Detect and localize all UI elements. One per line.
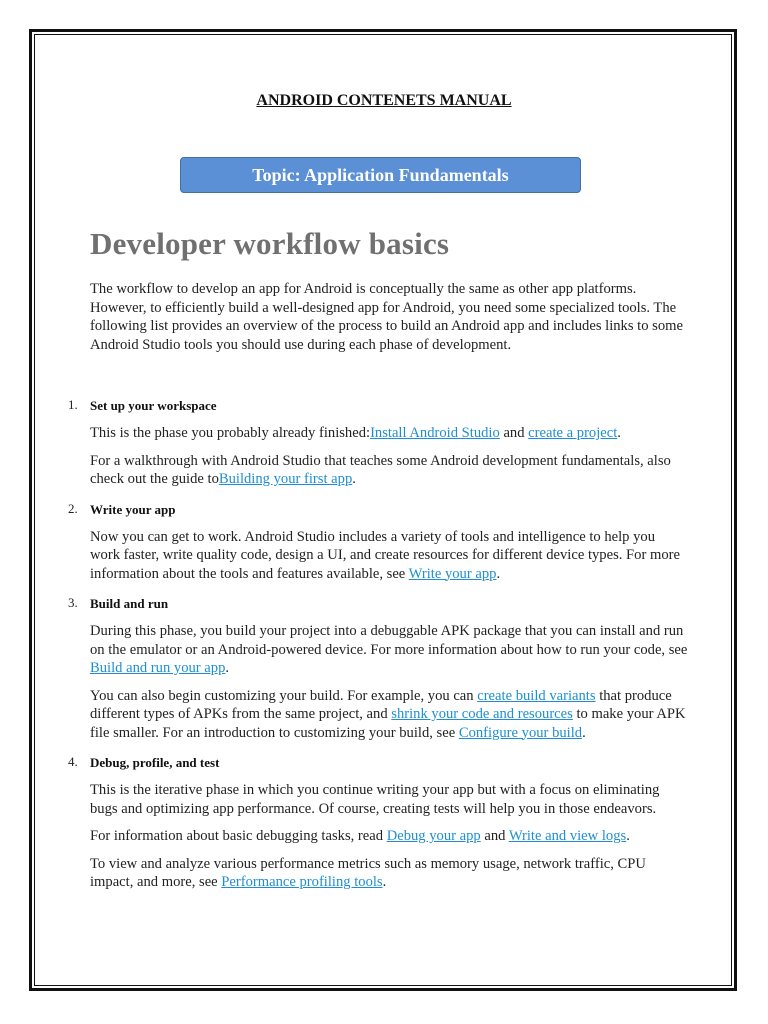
step-title: Write your app <box>90 501 176 517</box>
page-heading: Developer workflow basics <box>90 226 450 261</box>
step-number: 3. <box>68 595 78 610</box>
text-run: You can also begin customizing your build. For example, you can <box>90 687 478 704</box>
text-run: To view and analyze various performance metrics such as memory usage, network traffic, CPU impact, and more, see <box>90 855 646 890</box>
performance-profiling-tools-link[interactable]: Performance profiling tools <box>221 874 383 890</box>
step-title: Build and run <box>90 596 169 611</box>
text-run: . <box>617 425 621 441</box>
step-paragraph <box>90 528 688 584</box>
step-item-2 <box>68 501 688 584</box>
create-project-link[interactable]: create a project <box>528 425 618 441</box>
step-paragraph <box>90 622 688 678</box>
step-paragraph <box>90 827 688 846</box>
text-run: This is the phase you probably already finished: <box>90 425 371 441</box>
step-title: Set up your workspace <box>90 398 217 413</box>
text-run: . <box>382 874 387 890</box>
step-paragraph <box>90 781 688 818</box>
text-run: This is the iterative phase in which you continue writing your app but with a focus on eliminating bugs and optimizing app performance. Of course, creating tests will help you in those endeavors. <box>90 782 660 817</box>
building-first-app-link[interactable]: Building your first app <box>218 471 353 487</box>
step-paragraph <box>90 687 688 743</box>
write-view-logs-link[interactable]: Write and view logs <box>508 828 627 844</box>
step-number: 1. <box>68 397 78 412</box>
text-run: . <box>582 724 586 741</box>
text-run: For a walkthrough with Android Studio that teaches some Android development fundamentals, also check out the guide to <box>90 452 671 487</box>
step-paragraph <box>90 424 688 443</box>
step-item-1 <box>68 397 688 489</box>
create-build-variants-link[interactable]: create build variants <box>477 687 596 704</box>
text-run: . <box>626 828 630 844</box>
step-item-4 <box>68 754 688 892</box>
step-paragraph <box>90 855 688 892</box>
text-run: During this phase, you build your project into a debuggable APK package that you can install and run on the emulator or an Android-powered device. For more information about how to run your code, see <box>90 623 688 658</box>
text-run: . <box>225 660 230 676</box>
step-paragraph <box>90 452 688 489</box>
write-your-app-link[interactable]: Write your app <box>408 565 497 582</box>
intro-paragraph: The workflow to develop an app for Android is conceptually the same as other app platforms. However, to efficiently build a well-designed app for Android, you need some specialized tools. The following list provides an overview of the process to build an Android app and includes links to some Android Studio tools you should use during each phase of development. <box>90 281 683 353</box>
topic-label: Topic: Application Fundamentals <box>252 164 509 185</box>
steps-list <box>68 397 688 904</box>
text-run: to make your APK file smaller. For an introduction to customizing your build, see <box>90 706 686 741</box>
step-item-3 <box>68 595 688 742</box>
configure-build-link[interactable]: Configure your build <box>458 724 583 741</box>
text-run: that produce different types of APKs from the same project, and <box>90 687 672 722</box>
install-android-studio-link[interactable]: Install Android Studio <box>370 425 500 441</box>
text-run: Now you can get to work. Android Studio includes a variety of tools and intelligence to help you work faster, write quality code, design a UI, and create resources for different device types. For more information about the tools and features available, see <box>90 528 680 582</box>
step-number: 4. <box>68 754 78 769</box>
step-number: 2. <box>68 500 78 516</box>
build-and-run-app-link[interactable]: Build and run your app <box>90 660 226 676</box>
shrink-code-resources-link[interactable]: shrink your code and resources <box>391 706 573 722</box>
text-run: . <box>496 565 501 582</box>
step-title: Debug, profile, and test <box>90 755 220 770</box>
text-run: . <box>352 471 356 487</box>
topic-banner <box>180 157 581 193</box>
manual-title: ANDROID CONTENETS MANUAL <box>256 92 512 109</box>
text-run: For information about basic debugging tasks, read <box>90 828 387 844</box>
debug-your-app-link[interactable]: Debug your app <box>386 828 481 844</box>
text-run: and <box>480 828 509 844</box>
text-run: and <box>499 425 529 441</box>
